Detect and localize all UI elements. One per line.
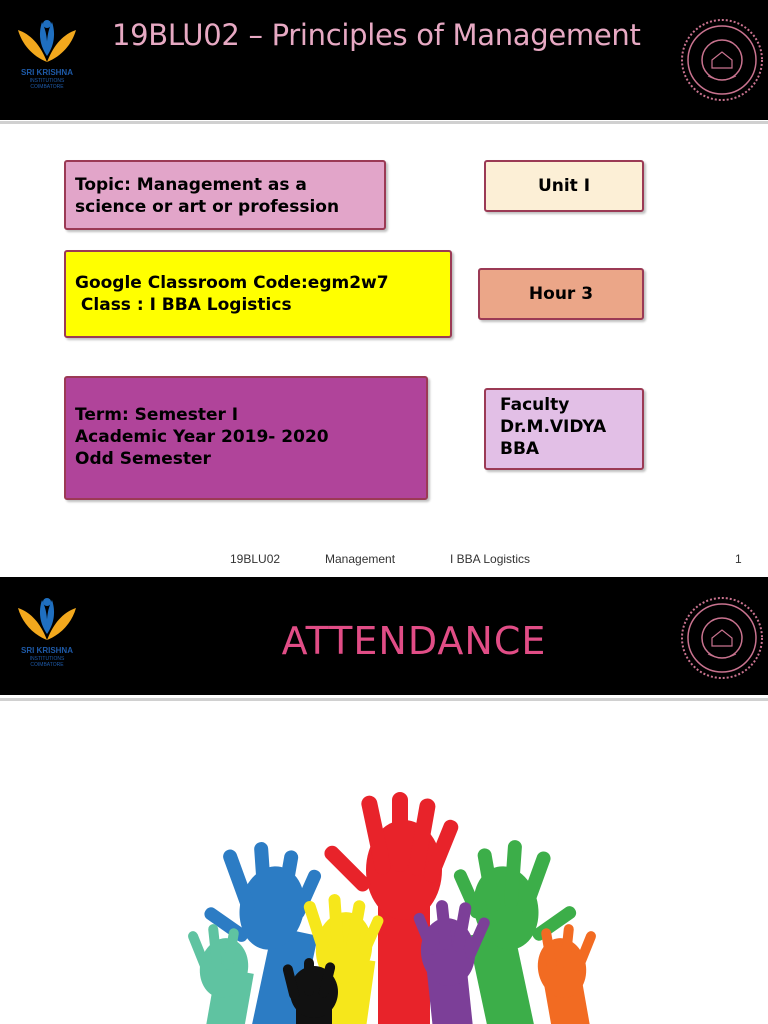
logo-name: SRI KRISHNA — [20, 68, 73, 77]
footer-subject: Management — [325, 552, 396, 566]
attendance-title: ATTENDANCE — [281, 619, 547, 663]
footer-page: 1 — [735, 552, 742, 566]
footer-class: I BBA Logistics — [450, 552, 531, 566]
college-seal-icon — [680, 596, 764, 680]
unit-box — [484, 160, 644, 212]
hour-box — [478, 268, 644, 320]
logo-place: COIMBATORE — [30, 84, 64, 90]
topic-line1: Topic: Management as a — [75, 175, 307, 195]
term-line3: Odd Semester — [75, 449, 211, 469]
topic-line2: science or art or profession — [75, 197, 340, 217]
term-line1: Term: Semester I — [75, 405, 239, 425]
raised-hands-image — [0, 700, 768, 1024]
footer-code: 19BLU02 — [230, 552, 281, 566]
term-box — [64, 376, 428, 500]
faculty-box — [484, 388, 644, 470]
slide1-title: 19BLU02 – Principles of Management — [112, 18, 641, 52]
hour-label: Hour 3 — [528, 284, 594, 304]
header-divider — [0, 121, 768, 124]
college-seal-icon — [680, 18, 764, 102]
classroom-code: Google Classroom Code:egm2w7 — [75, 273, 389, 293]
faculty-line3: BBA — [500, 439, 540, 459]
unit-label: Unit I — [537, 176, 591, 196]
faculty-line2: Dr.M.VIDYA — [500, 417, 607, 437]
logo-place: COIMBATORE — [30, 662, 64, 668]
classroom-box — [64, 250, 452, 338]
faculty-line1: Faculty — [500, 395, 570, 415]
logo-name: SRI KRISHNA — [20, 646, 73, 655]
logo-name2: INSTITUTIONS — [29, 656, 65, 662]
sri-krishna-logo-icon — [14, 16, 80, 94]
topic-box — [64, 160, 386, 230]
logo-name2: INSTITUTIONS — [29, 78, 65, 84]
term-line2: Academic Year 2019- 2020 — [75, 427, 329, 447]
class-name: Class : I BBA Logistics — [75, 295, 292, 315]
